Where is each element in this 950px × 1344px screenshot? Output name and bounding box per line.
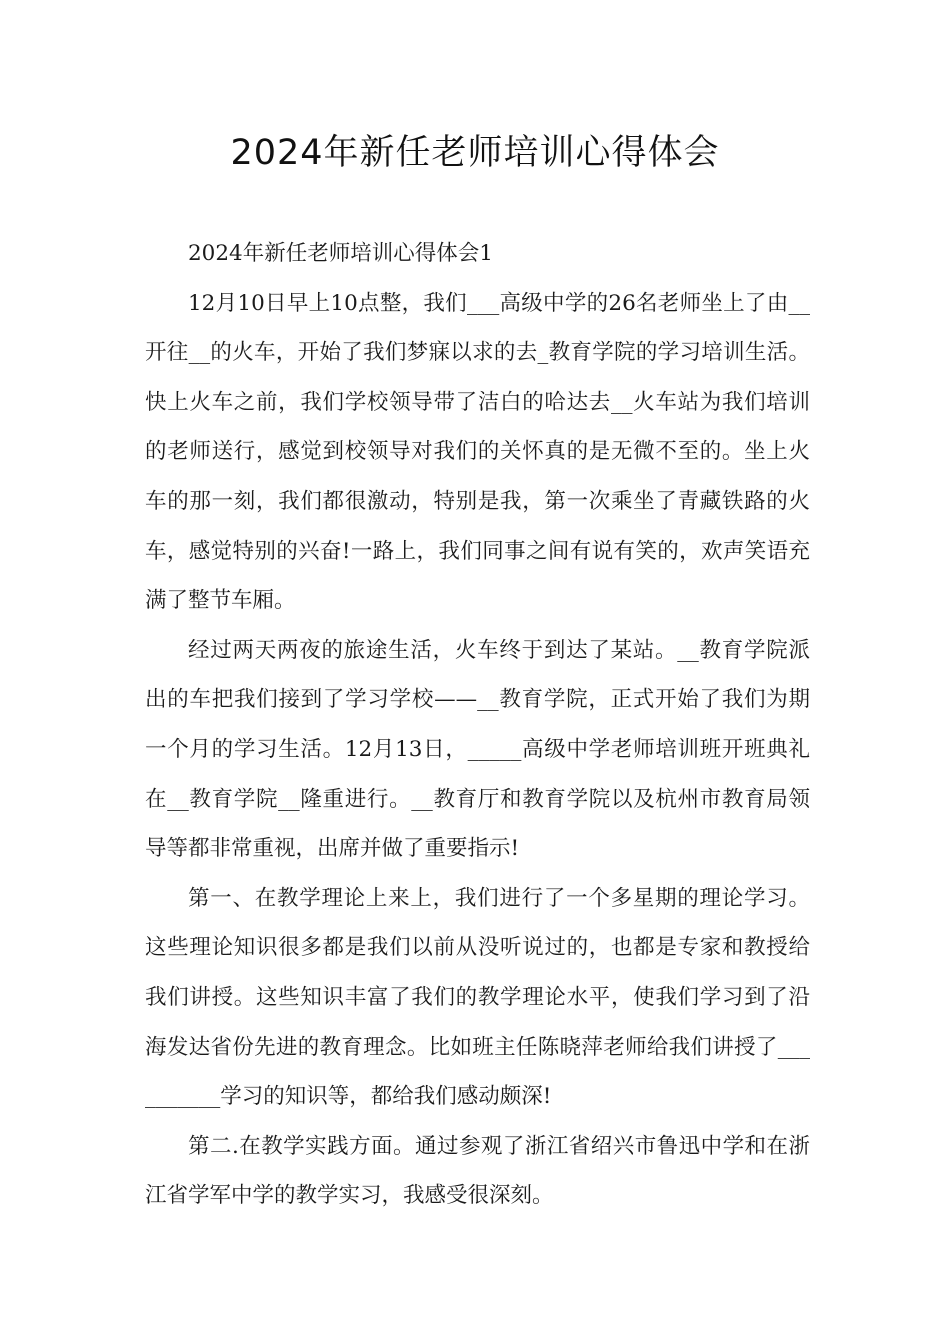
paragraph-subtitle: 2024年新任老师培训心得体会1	[188, 241, 493, 266]
paragraph-train-departure: 12月10日早上10点整，我们___高级中学的26名老师坐上了由__开往__的火车，开始了我们梦寐以求的去_教育学院的学习培训生活。快上火车之前，我们学校领导带了洁白的哈达去__火车站为我们培训的老师送行，感觉到校领导对我们的关怀真的是无微不至的。坐上火车的那一刻，我们都很激动，特别是我，第一次乘坐了青藏铁路的火车，感觉特别的兴奋!一路上，我们同事之间有说有笑的，欢声笑语充满了整节车厢。	[145, 290, 810, 614]
paragraph-teaching-practice: 第二.在教学实践方面。通过参观了浙江省绍兴市鲁迅中学和在浙江省学军中学的教学实习，我感受很深刻。	[145, 1133, 810, 1209]
paragraph-arrival-opening: 经过两天两夜的旅途生活，火车终于到达了某站。__教育学院派出的车把我们接到了学习学校——__教育学院，正式开始了我们为期一个月的学习生活。12月13日，_____高级中学老师培训班开班典礼在__教育学院__隆重进行。__教育厅和教育学院以及杭州市教育局领导等都非常重视，出席并做了重要指示!	[145, 637, 810, 862]
document-body	[145, 229, 810, 1221]
paragraph-theory-study: 第一、在教学理论上来上，我们进行了一个多星期的理论学习。这些理论知识很多都是我们以前从没听说过的，也都是专家和教授给我们讲授。这些知识丰富了我们的教学理论水平，使我们学习到了沿海发达省份先进的教育理念。比如班主任陈晓萍老师给我们讲授了__________学习的知识等，都给我们感动颇深!	[145, 885, 810, 1110]
document-title: 2024年新任老师培训心得体会	[230, 133, 720, 173]
